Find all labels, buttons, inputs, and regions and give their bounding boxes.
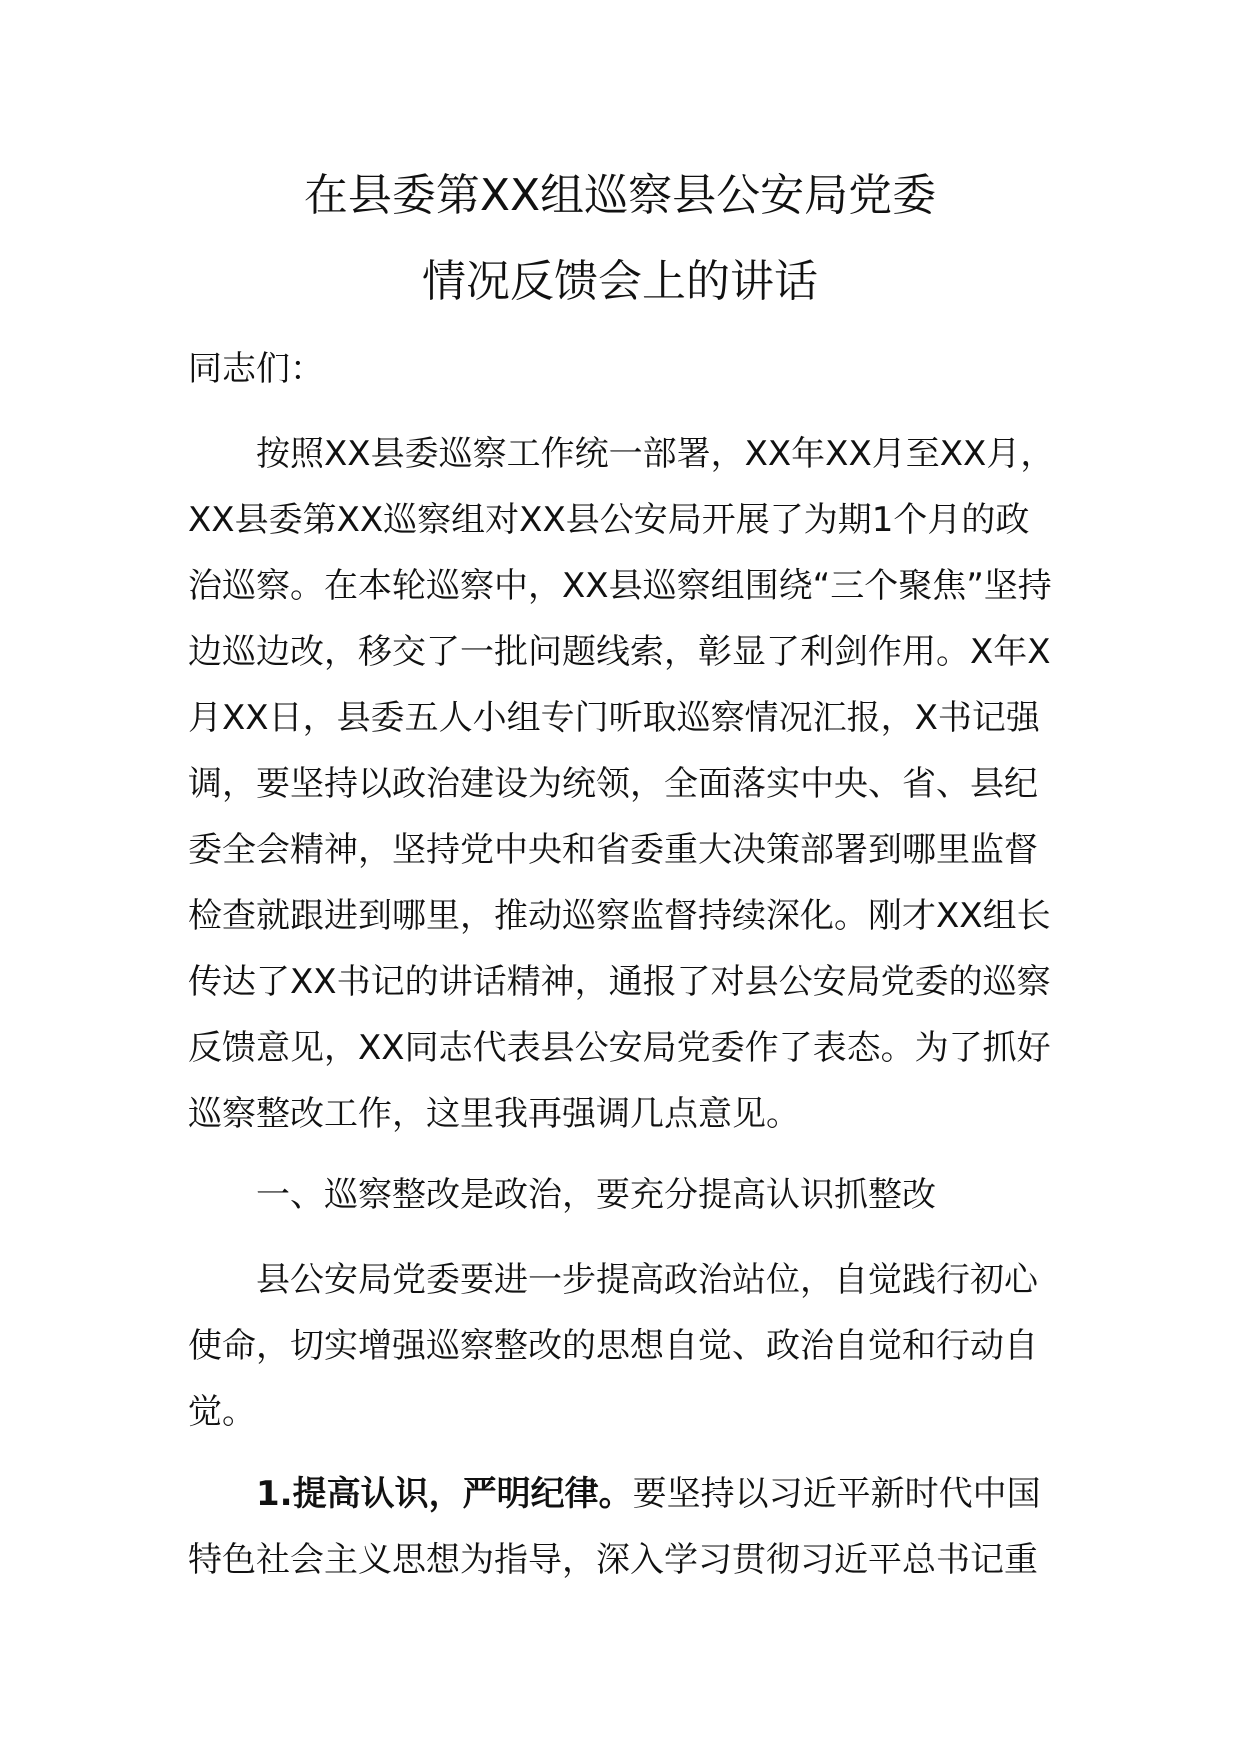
section-heading-1-text: 一、巡察整改是政治，要充分提高认识抓整改 xyxy=(256,1175,936,1215)
greeting xyxy=(188,336,1058,402)
point-1-text: 要坚持以习近平新时代中国特色社会主义思想为指导，深入学习贯彻习近平总书记重 xyxy=(188,1474,1041,1580)
paragraph-2 xyxy=(188,1247,1058,1445)
greeting-text: 同志们： xyxy=(188,349,324,389)
document-title-line-2: 情况反馈会上的讲话 xyxy=(422,256,818,307)
point-1 xyxy=(188,1461,1058,1593)
paragraph-1 xyxy=(188,421,1058,1147)
section-heading-1 xyxy=(188,1162,1058,1228)
point-1-title: 1.提高认识，严明纪律。 xyxy=(256,1474,633,1514)
paragraph-1-text: 按照XX县委巡察工作统一部署，XX年XX月至XX月，XX县委第XX巡察组对XX县公安局开展了为期1个月的政治巡察。在本轮巡察中，XX县巡察组围绕“三个聚焦”坚持边巡边改，移交了一批问题线索，彰显了利剑作用。X年X月XX日，县委五人小组专门听取巡察情况汇报，X书记强调，要坚持以政治建设为统领，全面落实中央、省、县纪委全会精神，坚持党中央和省委重大决策部署到哪里监督检查就跟进到哪里，推动巡察监督持续深化。刚才XX组长传达了XX书记的讲话精神，通报了对县公安局党委的巡察反馈意见，XX同志代表县公安局党委作了表态。为了抓好巡察整改工作，这里我再强调几点意见。 xyxy=(188,434,1055,1134)
document-title-line-1: 在县委第XX组巡察县公安局党委 xyxy=(303,170,937,221)
paragraph-2-text: 县公安局党委要进一步提高政治站位，自觉践行初心使命，切实增强巡察整改的思想自觉、政治自觉和行动自觉。 xyxy=(188,1260,1038,1432)
point-1-paragraph xyxy=(188,1461,1058,1593)
